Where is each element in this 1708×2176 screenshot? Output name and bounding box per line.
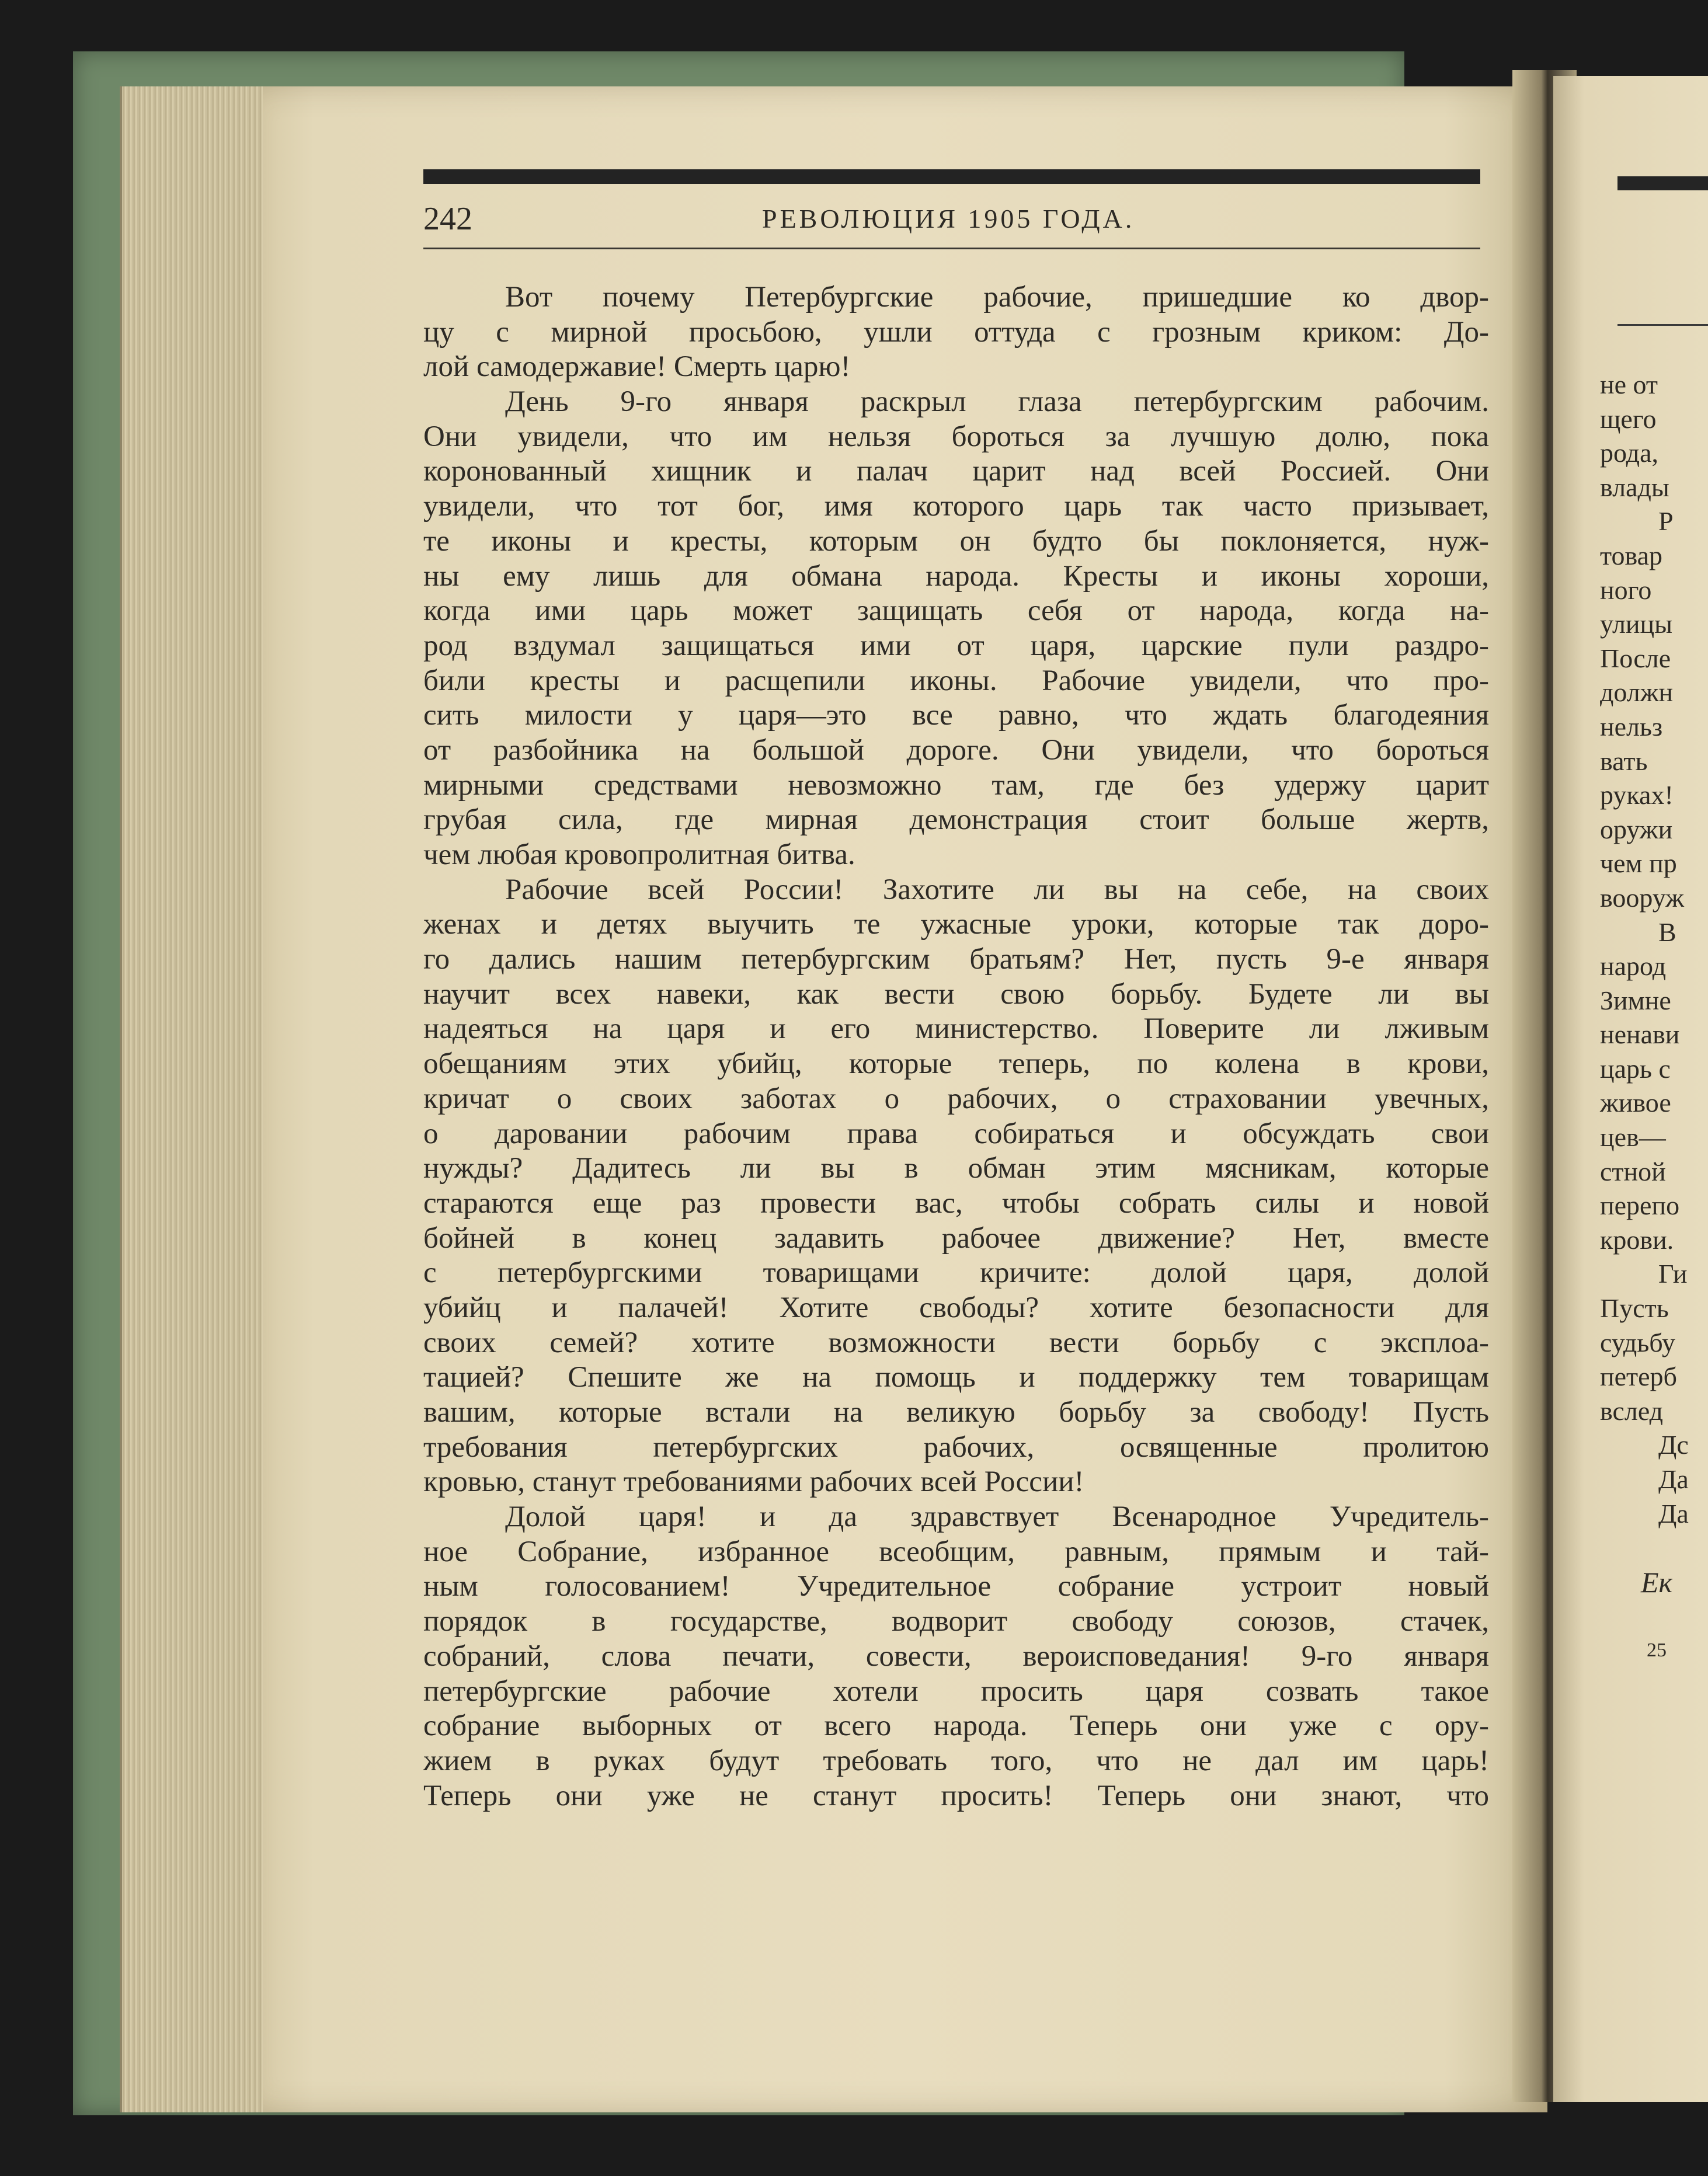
text-line: кричат о своих заботах о рабочих, о страховании увечных, — [423, 1082, 1489, 1115]
text-line: тацией? Спешите же на помощь и поддержку тем товарищам — [423, 1361, 1489, 1394]
right-page-line: петерб — [1600, 1362, 1677, 1392]
text-line: ным голосованием! Учредительное собрание устроит новый — [423, 1570, 1489, 1603]
text-line: вашим, которые встали на великую борьбу за свободу! Пусть — [423, 1396, 1489, 1429]
text-line: с петербургскими товарищами кричите: долой царя, долой — [423, 1256, 1489, 1290]
right-page-line: В — [1658, 917, 1676, 947]
text-line: увидели, что тот бог, имя которого царь так часто призывает, — [423, 490, 1489, 523]
right-page-line: царь с — [1600, 1053, 1671, 1084]
right-page-line: Да — [1658, 1464, 1689, 1494]
text-line: те иконы и кресты, которым он будто бы поклоняется, нуж- — [423, 524, 1489, 558]
text-line: убийц и палачей! Хотите свободы? хотите безопасности для — [423, 1291, 1489, 1324]
right-page-line: После — [1600, 643, 1671, 673]
text-line: коронованный хищник и палач царит над всей Россией. Они — [423, 455, 1489, 488]
text-line: Долой царя! и да здравствует Всенародное Учредитель- — [505, 1500, 1489, 1534]
right-page-line: должн — [1600, 677, 1674, 708]
text-line: цу с мирной просьбою, ушли оттуда с грозным криком: До- — [423, 315, 1489, 349]
text-line: род вздумал защищаться ими от царя, царские пули раздро- — [423, 629, 1489, 662]
right-page-line: ненави — [1600, 1019, 1680, 1050]
text-line: надеяться на царя и его министерство. Поверите ли лживым — [423, 1012, 1489, 1046]
text-line: от разбойника на большой дороге. Они увидели, что бороться — [423, 733, 1489, 767]
right-page-line: перепо — [1600, 1190, 1680, 1221]
right-page-line: цев— — [1600, 1122, 1666, 1153]
right-page-line: руках! — [1600, 780, 1674, 810]
right-page-line: стной — [1600, 1156, 1666, 1186]
right-page-line: Пусть — [1600, 1293, 1669, 1324]
text-line: сить милости у царя—это все равно, что ждать благодеяния — [423, 699, 1489, 732]
text-line: Вот почему Петербургские рабочие, пришедшие ко двор- — [505, 281, 1489, 314]
right-page-line: нельз — [1600, 711, 1663, 741]
text-line: собраний, слова печати, совести, вероисповедания! 9-го января — [423, 1639, 1489, 1673]
right-page-line: Зимне — [1600, 985, 1671, 1015]
right-page — [1553, 76, 1708, 2102]
right-page-line: чем пр — [1600, 848, 1677, 879]
right-page-top-rule — [1617, 176, 1708, 190]
text-line: ное Собрание, избранное всеобщим, равным, прямым и тай- — [423, 1535, 1489, 1568]
text-line: когда ими царь может защищать себя от народа, когда на- — [423, 594, 1489, 628]
text-line: лой самодержавие! Смерть царю! — [423, 350, 851, 384]
top-rule — [423, 169, 1480, 184]
text-line: Теперь они уже не станут просить! Теперь они знают, что — [423, 1779, 1489, 1812]
text-line: женах и детях выучить те ужасные уроки, которые так доро- — [423, 908, 1489, 941]
right-page-line: товар — [1600, 540, 1663, 570]
right-page-line: Ги — [1658, 1259, 1688, 1289]
text-line: Рабочие всей России! Захотите ли вы на себе, на своих — [505, 873, 1489, 906]
right-page-line: крови. — [1600, 1224, 1674, 1255]
right-page-line: не от — [1600, 370, 1658, 399]
text-line: бойней в конец задавить рабочее движение? Нет, вместе — [423, 1221, 1489, 1255]
right-page-line: Да — [1658, 1498, 1689, 1529]
text-line: кровью, станут требованиями рабочих всей России! — [423, 1465, 1084, 1499]
text-line: жием в руках будут требовать того, что не дал им царь! — [423, 1744, 1489, 1777]
right-page-line: народ — [1600, 951, 1667, 981]
text-line: собрание выборных от всего народа. Теперь они уже с ору- — [423, 1710, 1489, 1743]
right-page-line: влады — [1600, 472, 1669, 502]
text-line: чем любая кровопролитная битва. — [423, 838, 855, 871]
text-line: мирными средствами невозможно там, где без удержу царит — [423, 768, 1489, 802]
text-line: научит всех навеки, как вести свою борьбу. Будете ли вы — [423, 977, 1489, 1011]
right-page-line: ного — [1600, 575, 1652, 605]
page-header — [423, 199, 1480, 239]
header-rule — [423, 248, 1480, 249]
text-line: били кресты и расщепили иконы. Рабочие увидели, что про- — [423, 664, 1489, 697]
text-line: Они увидели, что им нельзя бороться за лучшую долю, пока — [423, 420, 1489, 453]
right-page-line: живое — [1600, 1088, 1671, 1118]
right-page-line: Р — [1658, 506, 1674, 537]
right-page-line: Ек — [1641, 1565, 1672, 1599]
text-line: обещаниям этих убийц, которые теперь, по колена в крови, — [423, 1047, 1489, 1081]
text-line: своих семей? хотите возможности вести борьбу с эксплоа- — [423, 1326, 1489, 1359]
right-page-line: 25 — [1647, 1639, 1667, 1661]
right-page-line: вооруж — [1600, 882, 1684, 913]
text-line: грубая сила, где мирная демонстрация стоит больше жертв, — [423, 803, 1489, 837]
right-page-line: щего — [1600, 403, 1657, 434]
text-line: День 9-го января раскрыл глаза петербургским рабочим. — [505, 385, 1489, 419]
right-page-line: оружи — [1600, 814, 1673, 844]
text-line: требования петербургских рабочих, освященные пролитою — [423, 1430, 1489, 1464]
right-page-line: вслед — [1600, 1395, 1664, 1426]
right-page-line: судьбу — [1600, 1327, 1675, 1357]
text-line: нужды? Дадитесь ли вы в обман этим мясникам, которые — [423, 1152, 1489, 1185]
text-line: стараются еще раз провести вас, чтобы собрать силы и новой — [423, 1186, 1489, 1220]
text-line: петербургские рабочие хотели просить царя созвать такое — [423, 1674, 1489, 1708]
right-page-line: Дс — [1658, 1430, 1689, 1460]
right-page-line: улицы — [1600, 609, 1673, 639]
text-line: о даровании рабочим права собираться и обсуждать свои — [423, 1117, 1489, 1150]
right-page-text — [1600, 368, 1708, 1668]
text-line: порядок в государстве, водворит свободу союзов, стачек, — [423, 1605, 1489, 1638]
text-line: ны ему лишь для обмана народа. Кресты и иконы хороши, — [423, 559, 1489, 593]
body-text — [423, 280, 1489, 1813]
right-page-line — [1600, 1531, 1708, 1565]
text-line: го дались нашим петербургским братьям? Нет, пусть 9-е января — [423, 943, 1489, 976]
right-page-line: рода, — [1600, 438, 1658, 468]
page-number: 242 — [423, 201, 472, 237]
right-page-line: вать — [1600, 746, 1648, 776]
right-page-line — [1600, 1599, 1708, 1634]
right-page-header-rule — [1617, 324, 1708, 326]
running-title: РЕВОЛЮЦИЯ 1905 ГОДА. — [762, 204, 1135, 234]
